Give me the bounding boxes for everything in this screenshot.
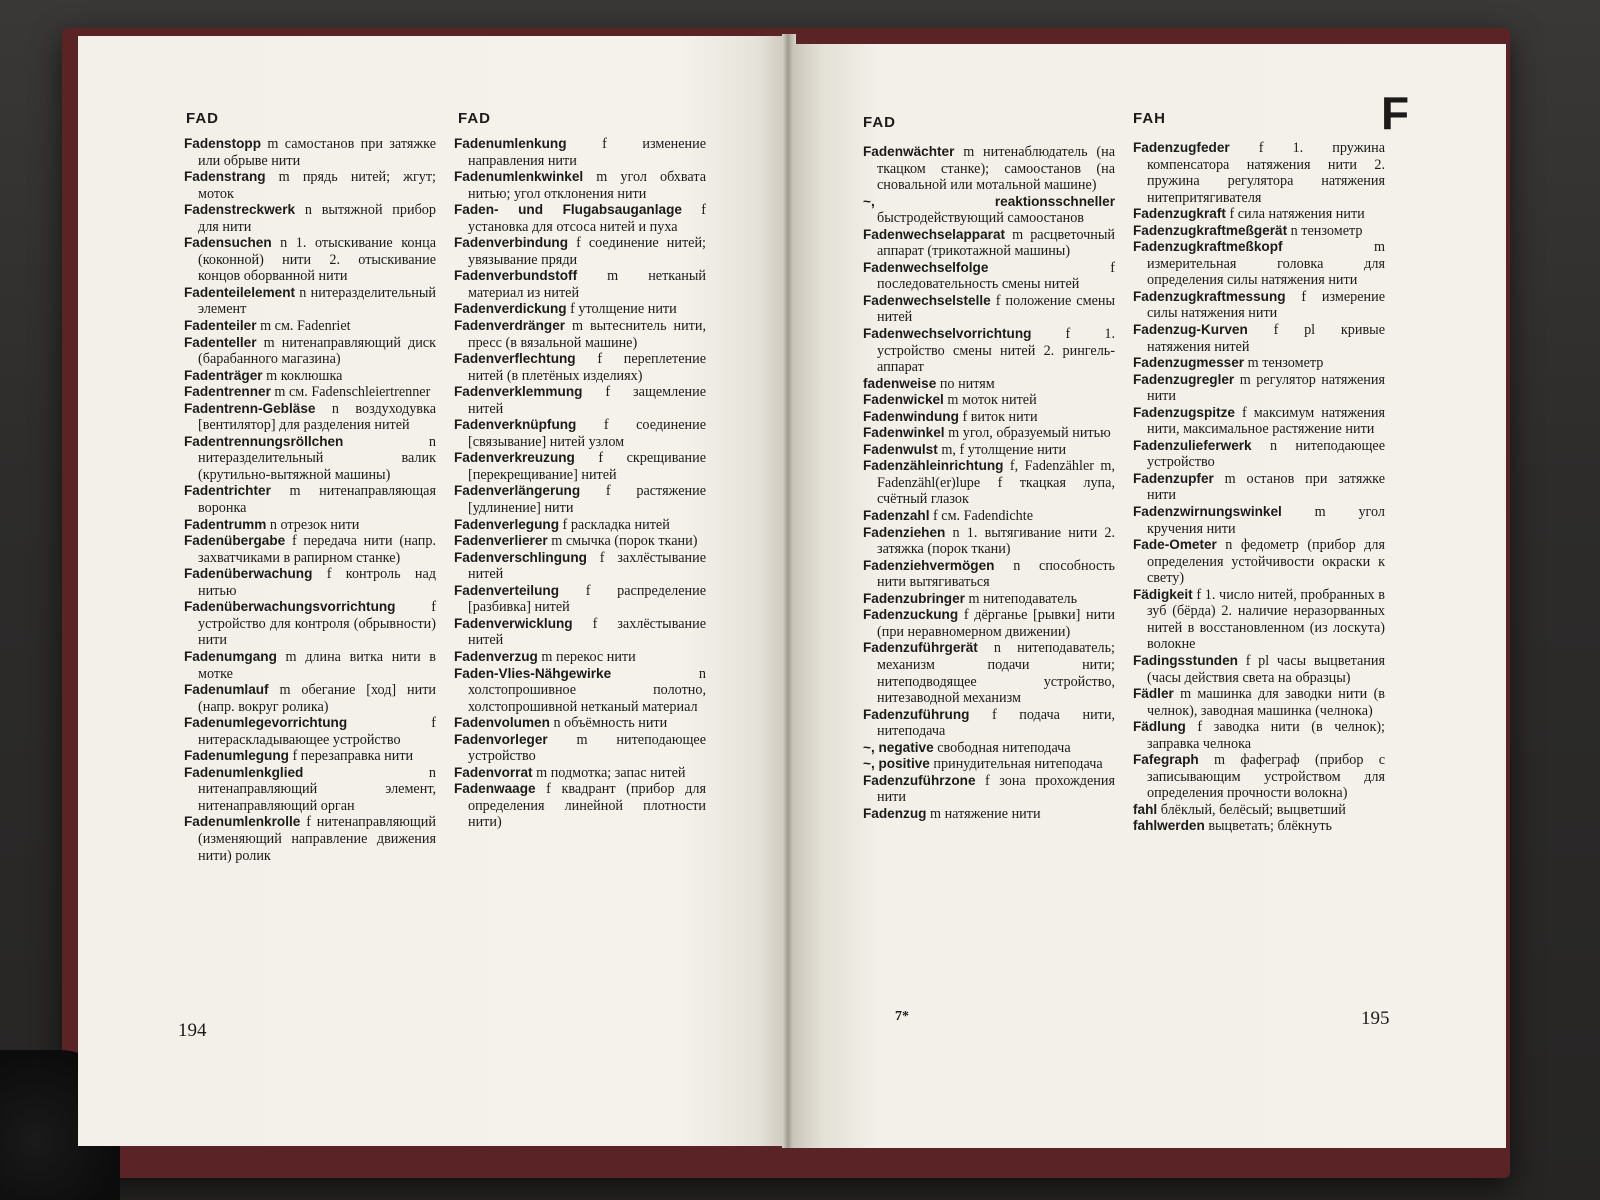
definition: f скрещивание [перекрещивание] нитей	[468, 450, 706, 483]
dictionary-entry	[454, 136, 706, 169]
right-page-column-1	[863, 144, 1115, 822]
left-page-header-right: FAD	[458, 110, 491, 127]
headword: Fadenumgang	[184, 648, 277, 664]
dictionary-entry	[1133, 372, 1385, 405]
headword: Fadenverdickung	[454, 301, 567, 317]
headword: Fadenzuführung	[863, 706, 970, 722]
dictionary-entry	[863, 558, 1115, 591]
dictionary-entry	[1133, 206, 1385, 223]
headword: Fadenzugmesser	[1133, 355, 1245, 371]
headword: Fadenverkreuzung	[454, 450, 575, 466]
dictionary-entry	[454, 583, 706, 616]
headword: Fadenverbindung	[454, 235, 569, 251]
headword: Fadenverbundstoff	[454, 268, 578, 284]
definition: m нитенаблюдатель (на ткацком станке); самоостанов (на сновальной или мотальной машине)	[877, 144, 1115, 194]
dictionary-entry	[863, 442, 1115, 459]
definition: m угол, образуемый нитью	[944, 425, 1111, 442]
definition: m фафеграф (прибор с записывающим устройством для определения прочности волокна)	[1147, 752, 1385, 802]
definition: n объёмность нити	[549, 715, 668, 732]
right-page-column-2	[1133, 140, 1385, 835]
headword: Fadenzupfer	[1133, 470, 1214, 486]
definition: m расцветочный аппарат (трикотажной машины)	[877, 226, 1115, 260]
headword: Fadenteller	[184, 334, 257, 350]
dictionary-entry	[184, 715, 436, 748]
headword: Fadenzuckung	[863, 607, 959, 623]
headword: fahlwerden	[1133, 818, 1205, 834]
definition: f растяжение [удлинение] нити	[468, 483, 706, 517]
headword: Fadenverdränger	[454, 318, 566, 334]
dictionary-entry	[1133, 223, 1385, 240]
dictionary-entry	[184, 599, 436, 649]
dictionary-entry	[863, 525, 1115, 558]
dictionary-entry	[184, 401, 436, 434]
headword: Fadenüberwachung	[184, 566, 313, 582]
dictionary-entry	[1133, 719, 1385, 752]
headword: Fadenzahl	[863, 508, 930, 524]
dictionary-entry	[863, 740, 1115, 757]
headword: Fadenstrang	[184, 169, 266, 185]
headword: Fadenvorrat	[454, 764, 533, 780]
dictionary-entry	[184, 318, 436, 335]
dictionary-entry	[184, 285, 436, 318]
headword: Fadenübergabe	[184, 533, 286, 549]
definition: f 1. устройство смены нитей 2. рингель-аппарат	[877, 326, 1115, 376]
headword: Fadenzubringer	[863, 590, 965, 606]
headword: Fadenträger	[184, 367, 263, 383]
definition: f дёрганье [рывки] нити (при неравномерном движении)	[877, 607, 1115, 640]
dictionary-entry	[863, 425, 1115, 442]
headword: Faden- und Flugabsauganlage	[454, 202, 682, 218]
definition: f раскладка нитей	[559, 516, 670, 533]
dictionary-entry	[1133, 405, 1385, 438]
definition: m моток нитей	[943, 392, 1037, 409]
dictionary-entry	[454, 550, 706, 583]
left-page-header-left: FAD	[186, 110, 219, 127]
headword: Fadenverknüpfung	[454, 417, 577, 433]
dictionary-entry	[863, 773, 1115, 806]
headword: Fadenzug-Kurven	[1133, 322, 1248, 338]
headword: Fadenumlauf	[184, 682, 269, 698]
right-page-header-left: FAD	[863, 114, 896, 131]
dictionary-entry	[184, 169, 436, 202]
definition: f положение смены нитей	[877, 292, 1115, 326]
definition: m нитенаправляющий диск (барабанного магазина)	[198, 334, 436, 368]
dictionary-entry	[1133, 653, 1385, 686]
dictionary-entry	[454, 169, 706, 202]
headword: Fadenvolumen	[454, 715, 550, 731]
definition: m см. Fadenriet	[256, 318, 351, 335]
definition: f, Fadenzähler m, Fadenzähl(er)lupe f ткацкая лупа, счётный глазок	[877, 458, 1115, 508]
definition: m натяжение нити	[926, 805, 1041, 822]
headword: Fade-Ometer	[1133, 537, 1217, 553]
definition: n тензометр	[1287, 222, 1363, 239]
definition: n нитеподаватель; механизм подачи нити; нитеподводящее устройство, нитезаводной механизм	[877, 640, 1115, 707]
headword: fadenweise	[863, 375, 937, 391]
definition: n способность нити вытягиваться	[877, 557, 1115, 591]
definition: f соединение нитей; увязывание пряди	[468, 235, 706, 268]
dictionary-entry	[454, 268, 706, 301]
headword: Fadenwechselvorrichtung	[863, 326, 1032, 342]
headword: Fadenzugfeder	[1133, 140, 1230, 155]
dictionary-entry	[1133, 239, 1385, 289]
definition: m вытеснитель нити, пресс (в вязальной машине)	[468, 318, 706, 351]
left-page-number: 194	[178, 1020, 207, 1041]
right-page-number: 195	[1361, 1008, 1390, 1029]
headword: Fadenwaage	[454, 781, 536, 797]
definition: n нитеразделительный валик (крутильно-вытяжной машины)	[198, 433, 436, 483]
definition: m см. Fadenschleiertrenner	[270, 384, 431, 401]
headword: Fadenteilelement	[184, 284, 296, 300]
definition: n нитеподающее устройство	[1147, 437, 1385, 471]
headword: Fadenwulst	[863, 441, 938, 457]
dictionary-entry	[454, 616, 706, 649]
definition: f изменение направления нити	[468, 136, 706, 169]
headword: Fadensuchen	[184, 235, 272, 251]
right-page-header-right: FAH	[1133, 110, 1166, 127]
definition: n воздуходувка [вентилятор] для разделения нитей	[198, 400, 436, 434]
headword: Fadenzugregler	[1133, 371, 1235, 387]
dictionary-entry	[1133, 355, 1385, 372]
definition: f переплетение нитей (в плетёных изделиях)	[468, 351, 706, 384]
headword: Fadenzähleinrichtung	[863, 458, 1004, 474]
dictionary-entry	[863, 194, 1115, 227]
definition: m угол обхвата нитью; угол отклонения нити	[468, 169, 706, 202]
dictionary-entry	[863, 591, 1115, 608]
dictionary-entry	[184, 566, 436, 599]
dictionary-entry	[1133, 438, 1385, 471]
dictionary-entry	[863, 707, 1115, 740]
dictionary-entry	[1133, 471, 1385, 504]
dictionary-entry	[454, 666, 706, 716]
definition: f последовательность смены нитей	[877, 259, 1115, 293]
definition: f 1. число нитей, пробранных в зуб (бёрда) 2. наличие неразорванных нитей в восстановленном (из лоскута) волокне	[1147, 586, 1385, 653]
headword: ~, reaktionsschneller	[863, 193, 1115, 209]
dictionary-entry	[184, 483, 436, 516]
definition: m нитенаправляющая воронка	[198, 483, 436, 517]
headword: Fädlung	[1133, 719, 1186, 735]
dictionary-entry	[454, 732, 706, 765]
definition: принудительная нитеподача	[929, 756, 1103, 773]
definition: m смычка (порок ткани)	[547, 533, 698, 550]
definition: n вытяжной прибор для нити	[198, 202, 436, 235]
headword: Fadenwechselfolge	[863, 259, 989, 275]
dictionary-entry	[863, 376, 1115, 393]
headword: Fadenstreckwerk	[184, 202, 296, 218]
dictionary-entry	[863, 640, 1115, 706]
definition: f захлёстывание нитей	[468, 615, 706, 649]
headword: Fadenumlenkglied	[184, 764, 304, 780]
definition: f см. Fadendichte	[929, 508, 1033, 525]
headword: Fadenzugkraftmessung	[1133, 288, 1286, 304]
headword: Fadenverlegung	[454, 516, 559, 532]
definition: n федометр (прибор для определения устойчивости окраски к свету)	[1147, 537, 1385, 587]
definition: f виток нити	[958, 408, 1038, 425]
dictionary-entry	[184, 136, 436, 169]
definition: f распределение [разбивка] нитей	[468, 582, 706, 616]
headword: Fadenverwicklung	[454, 615, 573, 631]
definition: m регулятор натяжения нити	[1147, 371, 1385, 405]
headword: ~, negative	[863, 739, 934, 755]
definition: свободная нитеподача	[933, 739, 1071, 756]
left-page-column-2	[454, 136, 706, 831]
definition: m угол кручения нити	[1147, 504, 1385, 537]
dictionary-entry	[863, 756, 1115, 773]
definition: f квадрант (прибор для определения линейной плотности нити)	[468, 781, 706, 831]
headword: Fadenumlenkrolle	[184, 814, 301, 830]
definition: f подача нити, нитеподача	[877, 706, 1115, 740]
dictionary-entry	[863, 806, 1115, 823]
headword: Fadenzug	[863, 805, 927, 821]
left-page-column-1	[184, 136, 436, 864]
definition: m самостанов при затяжке или обрыве нити	[198, 136, 436, 169]
definition: m нетканый материал из нитей	[468, 268, 706, 301]
definition: f установка для отсоса нитей и пуха	[468, 202, 706, 235]
headword: Fadenziehen	[863, 524, 946, 540]
headword: Fadenverlierer	[454, 533, 548, 549]
dictionary-entry	[454, 351, 706, 384]
dictionary-entry	[1133, 587, 1385, 653]
dictionary-entry	[454, 301, 706, 318]
headword: Fafegraph	[1133, 752, 1199, 768]
dictionary-entry	[863, 508, 1115, 525]
dictionary-entry	[1133, 322, 1385, 355]
definition: f измерение силы натяжения нити	[1147, 288, 1385, 322]
dictionary-entry	[454, 781, 706, 831]
headword: Fadenwechselstelle	[863, 292, 991, 308]
dictionary-entry	[184, 434, 436, 484]
dictionary-entry	[1133, 289, 1385, 322]
dictionary-entry	[1133, 140, 1385, 206]
dictionary-entry	[1133, 537, 1385, 587]
dictionary-entry	[1133, 818, 1385, 835]
dictionary-entry	[863, 260, 1115, 293]
dictionary-entry	[863, 458, 1115, 508]
definition: m перекос нити	[537, 648, 636, 665]
definition: f нитераскладывающее устройство	[198, 715, 436, 748]
dictionary-entry	[863, 409, 1115, 426]
dictionary-entry	[863, 293, 1115, 326]
headword: Fadenziehvermögen	[863, 557, 995, 573]
definition: m нитеподающее устройство	[468, 731, 706, 765]
definition: m нитеподаватель	[964, 590, 1078, 607]
definition: m тензометр	[1244, 355, 1324, 372]
headword: Fadenumlenkung	[454, 136, 567, 151]
headword: Fadenzugkraftmeßgerät	[1133, 222, 1288, 238]
definition: n нитеразделительный элемент	[198, 284, 436, 318]
headword: Fadenzugkraftmeßkopf	[1133, 239, 1283, 255]
headword: Fadentrenner	[184, 384, 271, 400]
headword: Fadenzugspitze	[1133, 404, 1235, 420]
dictionary-entry	[1133, 752, 1385, 802]
definition: f соединение [связывание] нитей узлом	[468, 417, 706, 450]
dictionary-entry	[454, 533, 706, 550]
dictionary-entry	[1133, 686, 1385, 719]
left-page	[78, 36, 784, 1146]
dictionary-entry	[863, 144, 1115, 194]
headword: Fadenzulieferwerk	[1133, 437, 1252, 453]
definition: f pl часы выцветания (часы действия света на образцы)	[1147, 652, 1385, 686]
dictionary-entry	[454, 765, 706, 782]
headword: Fadenzuführgerät	[863, 640, 978, 656]
headword: Fadenverklemmung	[454, 384, 583, 400]
headword: Fadenumlegung	[184, 748, 289, 764]
dictionary-entry	[184, 384, 436, 401]
dictionary-entry	[184, 814, 436, 864]
headword: Fadenstopp	[184, 136, 262, 151]
definition: f максимум натяжения нити, максимальное растяжение нити	[1147, 404, 1385, 438]
definition: m подмотка; запас нитей	[532, 764, 686, 781]
headword: Fadenzuführzone	[863, 772, 976, 788]
definition: f нитенаправляющий (изменяющий направление движения нити) ролик	[198, 814, 436, 864]
headword: Fadenteiler	[184, 318, 257, 334]
headword: Fadentrichter	[184, 483, 271, 499]
headword: Fadenwinkel	[863, 425, 945, 441]
dictionary-entry	[184, 235, 436, 285]
definition: f устройство для контроля (обрывности) нити	[198, 599, 436, 649]
section-letter: F	[1381, 87, 1410, 139]
dictionary-entry	[454, 235, 706, 268]
dictionary-entry	[184, 335, 436, 368]
headword: Fadenverlängerung	[454, 483, 581, 499]
definition: n холстопрошивное полотно, холстопрошивной нетканый материал	[468, 665, 706, 715]
dictionary-entry	[863, 326, 1115, 376]
headword: Fadenwickel	[863, 392, 944, 408]
right-page	[793, 44, 1506, 1148]
definition: m длина витка нити в мотке	[198, 648, 436, 682]
definition: f защемление нитей	[468, 384, 706, 417]
definition: n 1. вытягивание нити 2. затяжка (порок ткани)	[877, 524, 1115, 558]
definition: m, f утолщение нити	[937, 441, 1067, 458]
headword: Fadingsstunden	[1133, 652, 1238, 668]
definition: m машинка для заводки нити (в челнок), заводная машинка (челнока)	[1147, 686, 1385, 719]
definition: f 1. пружина компенсатора натяжения нити 2. пружина регулятора натяжения нитепритягивателя	[1147, 140, 1385, 206]
definition: f зона прохождения нити	[877, 772, 1115, 806]
dictionary-entry	[454, 649, 706, 666]
headword: Fadenverteilung	[454, 582, 559, 598]
dictionary-entry	[454, 450, 706, 483]
definition: f заводка нити (в челнок); заправка челнока	[1147, 719, 1385, 752]
headword: Fadenverflechtung	[454, 351, 576, 367]
definition: f захлёстывание нитей	[468, 549, 706, 583]
dictionary-entry	[184, 682, 436, 715]
headword: Fadenverzug	[454, 648, 538, 664]
dictionary-entry	[863, 227, 1115, 260]
dictionary-entry	[454, 384, 706, 417]
definition: m обегание [ход] нити (напр. вокруг ролика)	[198, 682, 436, 715]
headword: Fadenumlenkwinkel	[454, 169, 584, 185]
definition: m прядь нитей; жгут; моток	[198, 169, 436, 202]
headword: Fadenwindung	[863, 408, 959, 424]
definition: n нитенаправляющий элемент, нитенаправляющий орган	[198, 764, 436, 814]
headword: Fadenüberwachungsvorrichtung	[184, 599, 396, 615]
dictionary-entry	[454, 318, 706, 351]
signature-mark: 7*	[895, 1009, 909, 1024]
definition: f утолщение нити	[566, 301, 677, 318]
headword: Fadenvorleger	[454, 731, 548, 747]
dictionary-entry	[184, 533, 436, 566]
definition: m измерительная головка для определения силы натяжения нити	[1147, 239, 1385, 289]
definition: f pl кривые натяжения нитей	[1147, 322, 1385, 355]
definition: m коклюшка	[262, 367, 343, 384]
headword: Faden-Vlies-Nähgewirke	[454, 665, 612, 681]
headword: fahl	[1133, 801, 1158, 817]
definition: f перезаправка нити	[288, 748, 414, 765]
definition: по нитям	[936, 375, 995, 392]
headword: Fadenzwirnungswinkel	[1133, 504, 1282, 520]
dictionary-entry	[184, 748, 436, 765]
definition: выцветать; блёкнуть	[1204, 818, 1333, 835]
dictionary-entry	[184, 517, 436, 534]
headword: Fadenzugkraft	[1133, 206, 1226, 222]
dictionary-entry	[184, 202, 436, 235]
dictionary-entry	[454, 483, 706, 516]
dictionary-entry	[863, 607, 1115, 640]
dictionary-entry	[1133, 504, 1385, 537]
headword: Fadentrenn-Gebläse	[184, 400, 316, 416]
definition: быстродействующий самоостанов	[877, 210, 1085, 227]
dictionary-entry	[1133, 802, 1385, 819]
definition: f передача нити (напр. захватчиками в рапирном станке)	[198, 533, 436, 566]
definition: f контроль над нитью	[198, 566, 436, 599]
dictionary-entry	[454, 202, 706, 235]
dictionary-entry	[454, 417, 706, 450]
headword: Fädler	[1133, 686, 1174, 702]
dictionary-entry	[454, 517, 706, 534]
headword: Fadentrennungsröllchen	[184, 433, 344, 449]
definition: n отрезок нити	[266, 516, 360, 533]
definition: m останов при затяжке нити	[1147, 470, 1385, 504]
headword: Fadenwächter	[863, 144, 955, 159]
definition: n 1. отыскивание конца (коконной) нити 2. отыскивание концов оборванной нити	[198, 235, 436, 285]
dictionary-entry	[863, 392, 1115, 409]
definition: f сила натяжения нити	[1225, 206, 1365, 223]
dictionary-entry	[184, 649, 436, 682]
headword: Fadenverschlingung	[454, 549, 587, 565]
headword: Fädigkeit	[1133, 586, 1193, 602]
dictionary-entry	[454, 715, 706, 732]
dictionary-entry	[184, 368, 436, 385]
dictionary-entry	[184, 765, 436, 815]
definition: блёклый, белёсый; выцветший	[1157, 801, 1346, 818]
headword: Fadentrumm	[184, 516, 267, 532]
headword: ~, positive	[863, 756, 930, 772]
headword: Fadenumlegevorrichtung	[184, 715, 348, 731]
headword: Fadenwechselapparat	[863, 226, 1006, 242]
